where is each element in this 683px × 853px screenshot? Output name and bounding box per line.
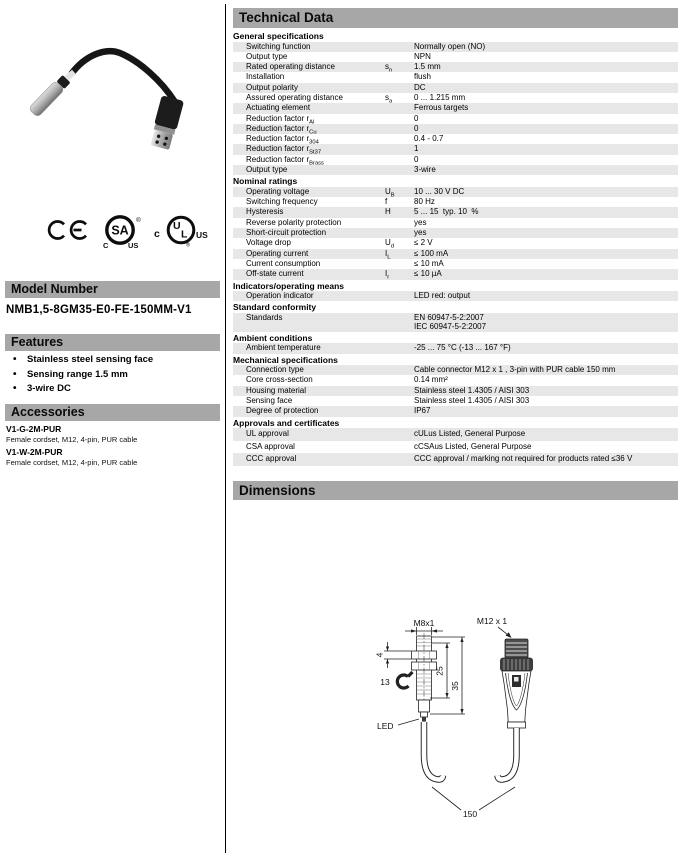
tech-row-value: ≤ 2 V bbox=[414, 238, 433, 248]
tech-row-label: Voltage drop bbox=[246, 238, 291, 248]
technical-data-header: Technical Data bbox=[233, 8, 678, 28]
tech-row-label: Reduction factor $r_{304}$ bbox=[246, 134, 319, 145]
tech-row-label: CCC approval bbox=[246, 454, 297, 464]
dim-label-m12: M12 x 1 bbox=[476, 616, 508, 626]
tech-row-symbol bbox=[385, 375, 414, 385]
tech-row-value: ≤ 100 mA bbox=[414, 248, 449, 258]
tech-row-label: Operating voltage bbox=[246, 186, 310, 196]
cable-label-band bbox=[67, 72, 74, 78]
tech-row-label: Reverse polarity protection bbox=[246, 217, 342, 227]
dim-label-led: LED bbox=[377, 721, 394, 731]
feature-item: • Stainless steel sensing face bbox=[6, 353, 216, 368]
tech-row-symbol bbox=[385, 144, 414, 154]
tech-row bbox=[233, 396, 678, 406]
sensor-body bbox=[28, 75, 70, 118]
tech-row bbox=[233, 228, 678, 238]
tech-row-symbol bbox=[385, 124, 414, 134]
tech-table bbox=[233, 30, 678, 466]
accessory-desc: Female cordset, M12, 4-pin, PUR cable bbox=[6, 458, 138, 467]
cable bbox=[72, 51, 175, 102]
tech-section-title: Mechanical specifications bbox=[233, 354, 338, 365]
tech-row-symbol: f bbox=[385, 197, 388, 207]
tech-row-symbol bbox=[385, 134, 414, 144]
tech-row-label: Output type bbox=[246, 51, 288, 61]
tech-row bbox=[233, 441, 678, 454]
accessory-name: V1-W-2M-PUR bbox=[6, 447, 63, 457]
tech-row-label: Standards bbox=[246, 312, 283, 322]
tech-row bbox=[233, 103, 678, 113]
tech-row-value: Stainless steel 1.4305 / AISI 303 bbox=[414, 396, 530, 406]
accessories-header: Accessories bbox=[5, 404, 220, 421]
dimensions-header: Dimensions bbox=[233, 481, 678, 500]
wrench-icon bbox=[397, 672, 412, 688]
tech-row bbox=[233, 406, 678, 416]
model-number: NMB1,5-8GM35-E0-FE-150MM-V1 bbox=[6, 304, 192, 316]
csa-mark-icon bbox=[103, 216, 141, 250]
svg-text:c: c bbox=[154, 228, 160, 240]
tech-row bbox=[233, 375, 678, 385]
tech-row bbox=[233, 313, 678, 332]
tech-row-symbol bbox=[385, 313, 414, 332]
tech-row-label: Actuating element bbox=[246, 103, 311, 113]
dim-label-m8: M8x1 bbox=[413, 618, 435, 628]
tech-row-symbol: $s_n$ bbox=[385, 62, 393, 74]
tech-row-symbol bbox=[385, 441, 414, 454]
tech-row-value: yes bbox=[414, 217, 427, 227]
tech-row-label: Sensing face bbox=[246, 396, 293, 406]
tech-row-label: Installation bbox=[246, 72, 285, 82]
tech-row-value: Stainless steel 1.4305 / AISI 303 bbox=[414, 385, 530, 395]
tech-row-label: Reduction factor $r_{St37}$ bbox=[246, 144, 322, 155]
svg-text:®: ® bbox=[136, 217, 141, 224]
tech-section-title: Standard conformity bbox=[233, 302, 317, 313]
tech-row-value: 80 Hz bbox=[414, 197, 435, 207]
tech-row-value: 3-wire bbox=[414, 165, 436, 175]
tech-row bbox=[233, 114, 678, 124]
tech-row bbox=[233, 249, 678, 259]
ul-mark-icon bbox=[154, 217, 208, 248]
tech-row-value: 5 ... 15 typ. 10 % bbox=[414, 207, 479, 217]
tech-row-value: 1 bbox=[414, 144, 419, 154]
tech-row-symbol bbox=[385, 52, 414, 62]
tech-row bbox=[233, 453, 678, 466]
tech-row-value: cULus Listed, General Purpose bbox=[414, 429, 526, 439]
tech-row-symbol bbox=[385, 114, 414, 124]
tech-row bbox=[233, 428, 678, 441]
tech-row-label: Switching frequency bbox=[246, 197, 318, 207]
tech-row-label: Connection type bbox=[246, 365, 304, 375]
tech-row-symbol bbox=[385, 406, 414, 416]
feature-item: • 3-wire DC bbox=[6, 382, 216, 397]
tech-row-value: 0.4 - 0.7 bbox=[414, 134, 444, 144]
dim-label-25: 25 bbox=[434, 666, 445, 676]
tech-row-symbol bbox=[385, 343, 414, 353]
tech-row bbox=[233, 62, 678, 72]
dim-label-4: 4 bbox=[374, 652, 385, 658]
tech-row-label: Reduction factor $r_{Al}$ bbox=[246, 113, 315, 124]
tech-row-symbol: $I_L$ bbox=[385, 248, 391, 261]
accessory-name: V1-G-2M-PUR bbox=[6, 424, 62, 434]
features-list bbox=[6, 353, 216, 397]
tech-row-value: Normally open (NO) bbox=[414, 41, 486, 51]
tech-row-label: Degree of protection bbox=[246, 406, 319, 416]
tech-section-title: Ambient conditions bbox=[233, 332, 313, 343]
svg-text:U: U bbox=[173, 220, 181, 232]
tech-row-value: 0 bbox=[414, 154, 419, 164]
product-photo bbox=[25, 32, 215, 157]
dim-label-13: 13 bbox=[380, 677, 390, 687]
tech-row-value: LED red: output bbox=[414, 291, 471, 301]
tech-row-symbol: $I_r$ bbox=[385, 269, 390, 281]
tech-row bbox=[233, 218, 678, 228]
tech-row-symbol bbox=[385, 42, 414, 52]
features-header: Features bbox=[5, 334, 220, 351]
tech-row-label: Switching function bbox=[246, 41, 311, 51]
tech-row-value: 0 bbox=[414, 113, 419, 123]
tech-row bbox=[233, 291, 678, 301]
tech-section-title: Indicators/operating means bbox=[233, 280, 344, 291]
tech-row-symbol bbox=[385, 155, 414, 165]
tech-row bbox=[233, 165, 678, 175]
tech-row bbox=[233, 269, 678, 279]
tech-row bbox=[233, 144, 678, 154]
tech-row-label: Reduction factor $r_{Brass}$ bbox=[246, 154, 324, 166]
tech-row bbox=[233, 124, 678, 134]
tech-row-symbol bbox=[385, 103, 414, 113]
tech-row-label: Operating current bbox=[246, 248, 309, 258]
dim-label-150: 150 bbox=[462, 809, 478, 819]
tech-row-value: 0 ... 1.215 mm bbox=[414, 92, 466, 102]
tech-row bbox=[233, 72, 678, 82]
tech-row bbox=[233, 134, 678, 144]
tech-row-value: ≤ 10 µA bbox=[414, 269, 442, 279]
tech-row-label: Housing material bbox=[246, 385, 307, 395]
tech-row-symbol bbox=[385, 386, 414, 396]
tech-row-value: 0.14 mm² bbox=[414, 375, 448, 385]
tech-row-label: Rated operating distance bbox=[246, 62, 335, 72]
tech-row-value: CCC approval / marking not required for products rated ≤36 V bbox=[414, 454, 633, 464]
svg-text:®: ® bbox=[186, 242, 191, 249]
tech-row-symbol: $s_a$ bbox=[385, 92, 393, 105]
svg-text:US: US bbox=[196, 230, 208, 240]
tech-row-label: Core cross-section bbox=[246, 375, 313, 385]
tech-row-value: 0 bbox=[414, 123, 419, 133]
tech-row-value: 1.5 mm bbox=[414, 62, 441, 72]
certification-marks bbox=[18, 210, 218, 255]
tech-row-symbol bbox=[385, 218, 414, 228]
tech-row-value: Cable connector M12 x 1 , 3-pin with PUR cable 150 mm bbox=[414, 365, 616, 375]
tech-section-title: Approvals and certificates bbox=[233, 417, 340, 428]
tech-row bbox=[233, 386, 678, 396]
tech-row-value: flush bbox=[414, 72, 431, 82]
svg-text:L: L bbox=[181, 228, 188, 241]
tech-row-symbol: H bbox=[385, 207, 391, 217]
tech-row-symbol bbox=[385, 291, 414, 301]
tech-row-value: ≤ 10 mA bbox=[414, 258, 444, 268]
tech-row-symbol: $U_B$ bbox=[385, 186, 395, 199]
accessories-list bbox=[6, 424, 218, 470]
tech-row bbox=[233, 343, 678, 353]
dimension-drawing bbox=[372, 610, 542, 825]
connector-body bbox=[149, 95, 184, 150]
tech-row-symbol: $U_d$ bbox=[385, 238, 395, 250]
svg-text:SA: SA bbox=[111, 223, 129, 238]
tech-row-value: 10 ... 30 V DC bbox=[414, 186, 465, 196]
tech-row-symbol bbox=[385, 83, 414, 93]
feature-item: • Sensing range 1.5 mm bbox=[6, 368, 216, 383]
tech-section-title: Nominal ratings bbox=[233, 176, 298, 187]
tech-row bbox=[233, 365, 678, 375]
tech-row bbox=[233, 238, 678, 248]
tech-row-label: Operation indicator bbox=[246, 291, 314, 301]
tech-row bbox=[233, 93, 678, 103]
tech-row-label: Off-state current bbox=[246, 269, 304, 279]
tech-row bbox=[233, 207, 678, 217]
tech-row-value: Ferrous targets bbox=[414, 103, 469, 113]
tech-row-label: Assured operating distance bbox=[246, 92, 343, 102]
tech-row-symbol bbox=[385, 453, 414, 466]
column-divider bbox=[225, 4, 226, 853]
tech-row bbox=[233, 52, 678, 62]
tech-row-symbol bbox=[385, 72, 414, 82]
svg-text:US: US bbox=[128, 241, 139, 250]
tech-row-symbol bbox=[385, 165, 414, 175]
tech-row bbox=[233, 83, 678, 93]
tech-row bbox=[233, 155, 678, 165]
tech-row-label: Short-circuit protection bbox=[246, 228, 327, 238]
tech-row-label: Ambient temperature bbox=[246, 343, 321, 353]
tech-row-symbol bbox=[385, 428, 414, 441]
tech-row-label: Hysteresis bbox=[246, 207, 284, 217]
model-number-header: Model Number bbox=[5, 281, 220, 298]
tech-row bbox=[233, 42, 678, 52]
tech-row-value: DC bbox=[414, 82, 426, 92]
tech-row-value: IP67 bbox=[414, 406, 431, 416]
tech-row-value: EN 60947-5-2:2007 IEC 60947-5-2:2007 bbox=[414, 312, 487, 332]
tech-row-value: NPN bbox=[414, 51, 431, 61]
tech-row bbox=[233, 197, 678, 207]
tech-row-label: Current consumption bbox=[246, 258, 321, 268]
tech-row-value: cCSAus Listed, General Purpose bbox=[414, 441, 532, 451]
tech-section-title: General specifications bbox=[233, 31, 324, 41]
ce-mark-icon bbox=[49, 222, 86, 239]
tech-row bbox=[233, 187, 678, 197]
tech-row-value: -25 ... 75 °C (-13 ... 167 °F) bbox=[414, 343, 511, 353]
tech-row-label: Output type bbox=[246, 165, 288, 175]
dim-label-35: 35 bbox=[450, 681, 460, 691]
tech-row-label: UL approval bbox=[246, 429, 289, 439]
tech-row-label: Output polarity bbox=[246, 82, 299, 92]
tech-row-symbol bbox=[385, 365, 414, 375]
tech-row-label: Reduction factor $r_{Cu}$ bbox=[246, 123, 317, 135]
tech-row-symbol bbox=[385, 259, 414, 269]
tech-row-symbol bbox=[385, 396, 414, 406]
tech-row-symbol bbox=[385, 228, 414, 238]
svg-text:C: C bbox=[103, 241, 109, 250]
tech-row bbox=[233, 259, 678, 269]
tech-row-label: CSA approval bbox=[246, 441, 295, 451]
accessory-desc: Female cordset, M12, 4-pin, PUR cable bbox=[6, 435, 138, 444]
tech-row-value: yes bbox=[414, 228, 427, 238]
